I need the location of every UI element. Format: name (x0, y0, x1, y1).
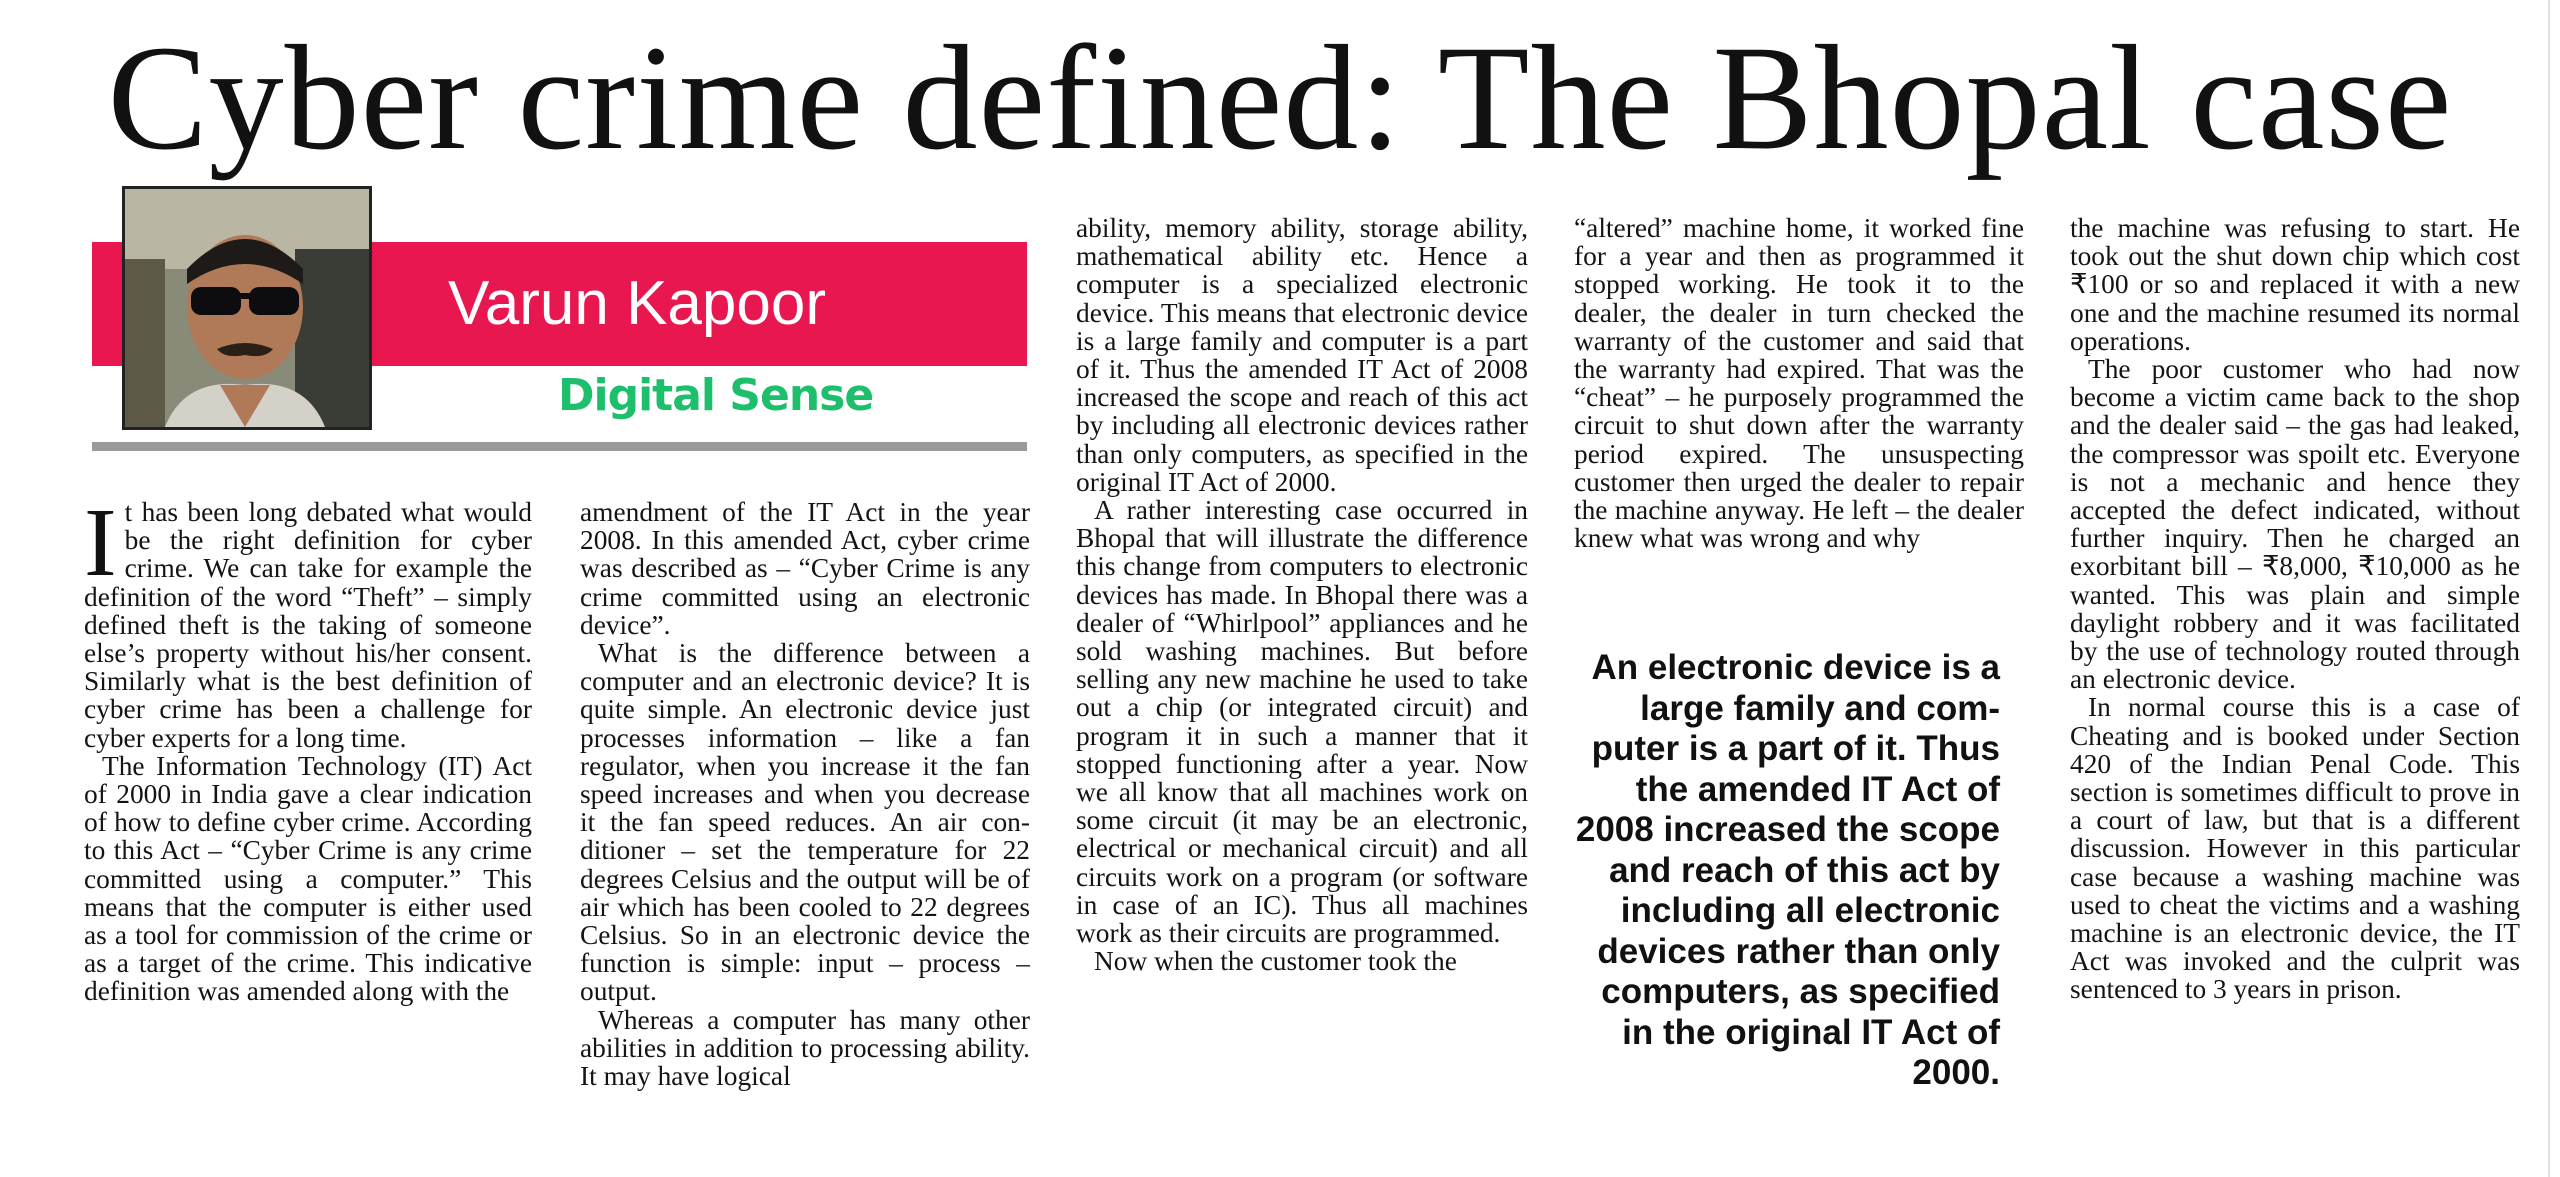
byline-divider (92, 442, 1027, 451)
paragraph: The Information Technology (IT) Act of 2000 in India gave a clear indication of how to define cyber crime. According to this Act – “Cyber Crime is any crime committed using a computer.” This means that the computer is either used as a tool for commission of the crime or as a target of the crime. This indicative definition was amended along with the (84, 750, 532, 1007)
paragraph: Now when the customer took the (1094, 946, 1457, 977)
author-name: Varun Kapoor (448, 269, 826, 338)
paragraph: Whereas a computer has many other abilities in addition to processing ability. It may have logical (580, 1004, 1030, 1092)
paragraph: It has been long debated what would be the right definition for cyber crime. We can take for example the definition of the word “Theft” – simply defined theft is the taking of someone else’s property without his/her consent. Similarly what is the best definition of cyber crime has been a challenge for cyber experts for a long time. (84, 489, 532, 753)
drop-cap: I (84, 489, 117, 597)
article-column-3 (1076, 214, 1528, 975)
pull-quote: An electronic device is a large family and computer is a part of it. Thus the amended IT Act of 2008 increased the scope and reach of this act by including all electronic devices rather than only computers, as specified in the original IT Act of 2000. (1575, 648, 2000, 1092)
headline: Cyber crime defined: The Bhopal case (107, 15, 2453, 181)
article-column-5 (2070, 214, 2520, 1004)
article-column-4 (1574, 214, 2024, 552)
paragraph: amendment of the IT Act in the year 2008. In this amended Act, cyber crime was described as – “Cyber Crime is any crime committed using an electronic device”. (580, 497, 1030, 640)
paragraph: In normal course this is a case of Cheating and is booked under Section 420 of the Indian Penal Code. This section is sometimes difficult to prove in a court of law, but that is a different discussion. However in this particular case because a washing machine was used to cheat the victims and a washing machine is an electronic device, the IT Act was invoked and the culprit was sentenced to 3 years in prison. (2070, 692, 2520, 1005)
paragraph: ability, memory ability, storage ability, mathematical ability etc. Hence a computer is a specialized electronic device. This means that electronic device is a large family and computer is a part of it. Thus the amended IT Act of 2008 increased the scope and reach of this act by including all electronic devices rather than only computers, as specified in the original IT Act of 2000. (1076, 213, 1528, 497)
author-portrait-image (125, 189, 369, 427)
paragraph: “altered” machine home, it worked fine for a year and then as programmed it stopped working. He took it to the dealer, the dealer in turn checked the warranty of the customer and said that the warranty had expired. That was the “cheat” – he purposely programmed the circuit to shut down after the warranty period expired. The unsuspecting customer then urged the dealer to repair the machine anyway. He left – the dealer knew what was wrong and why (1574, 213, 2024, 554)
page-edge-shadow (2548, 0, 2550, 1177)
article-column-2 (580, 498, 1030, 1090)
column-title: Digital Sense (558, 370, 874, 421)
author-photo (122, 186, 372, 430)
article-column-1 (84, 489, 532, 1007)
paragraph: The poor customer who had now become a victim came back to the shop and the dealer said – the gas had leaked, the compressor was spoilt etc. Everyone is not a mechanic and hence they accepted the defect indicated, without further inquiry. Then he charged an exorbitant bill – ₹8,000, ₹10,000 as he wanted. This was plain and simple daylight robbery and it was facilitated by the use of technology routed through an electronic device. (2070, 354, 2520, 695)
paragraph: What is the difference between a computer and an electronic device? It is quite simple. An electronic device just processes information – like a fan regulator, when you increase it the fan speed increases and when you decrease it the fan speed reduces. An air conditioner – set the temperature for 22 degrees Celsius and the output will be of air which has been cooled to 22 degrees Celsius. So in an electronic device the function is simple: input – process – output. (580, 638, 1030, 1007)
paragraph: A rather interesting case occurred in Bhopal that will illustrate the difference this change from computers to electronic devices has made. In Bhopal there was a dealer of “Whirlpool” appliances and he sold washing machines. But before selling any new machine he used to take out a chip (or integrated circuit) and program it in such a manner that it stopped functioning after a year. Now we all know that all machines work on some circuit (it may be an electronic, electrical or mechanical circuit) and all circuits work on a program (or software in case of an IC). Thus all machines work as their circuits are programmed. (1076, 495, 1528, 949)
paragraph: the machine was refusing to start. He took out the shut down chip which cost ₹100 or so and replaced it with a new one and the machine resumed its normal operations. (2070, 213, 2520, 356)
